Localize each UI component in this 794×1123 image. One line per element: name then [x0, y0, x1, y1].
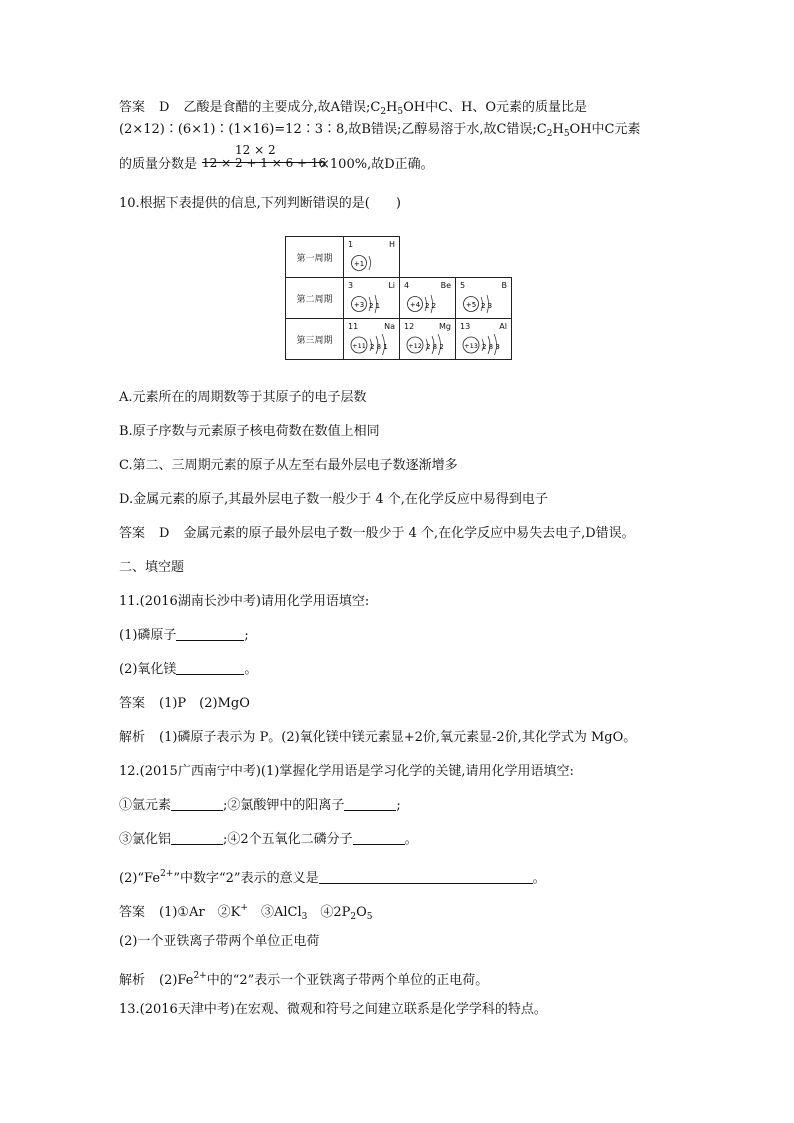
subscript: 5 [366, 912, 373, 922]
answer-blank[interactable] [176, 628, 244, 641]
electron-shells: 2 8 1 [370, 343, 388, 351]
text: ×100%,故D正确。 [319, 157, 434, 172]
nucleus-charge: +1 [353, 260, 365, 268]
answer-blank[interactable] [171, 798, 223, 811]
text: (2×12)∶(6×1)∶(1×16)=12∶3∶8,故B错误;乙醇易溶于水,故C错误;C [119, 122, 547, 137]
analysis-text: (2)Fe [159, 973, 194, 988]
electron-shells: 2 1 [369, 302, 381, 310]
nucleus-charge: +3 [353, 301, 365, 309]
punct: 。 [404, 832, 418, 847]
subscript: 5 [563, 129, 570, 139]
analysis-text: (1)磷原子表示为 P。(2)氧化镁中镁元素显+2价,氧元素显-2价,其化学式为 MgO。 [159, 730, 637, 745]
text: 的质量分数是 [119, 157, 198, 172]
element-symbol: Be [440, 281, 451, 290]
nucleus-charge: +13 [464, 342, 478, 350]
q10-answer [119, 526, 635, 542]
analysis-label: 解析 [119, 730, 146, 745]
nucleus-charge: +12 [408, 342, 422, 350]
q12-analysis [119, 968, 488, 989]
period-label: 第一周期 [286, 237, 344, 278]
section-heading: 二、填空题 [119, 560, 185, 575]
q11-item1 [119, 628, 249, 644]
text: OH中C元素 [569, 122, 641, 137]
empty-cell [456, 237, 512, 278]
item-label: (1)磷原子 [119, 628, 177, 643]
element-cell-b [456, 278, 512, 319]
atom-structure-diagram [350, 251, 400, 273]
superscript: 2+ [160, 869, 174, 879]
element-cell-na [344, 319, 400, 360]
answer-text: ③AlCl [247, 905, 302, 920]
q11-item2 [119, 662, 257, 678]
atomic-number: 3 [348, 281, 354, 290]
option-c: C.第二、三周期元素的原子从左至右最外层电子数逐渐增多 [119, 458, 458, 473]
element-symbol: Na [384, 322, 395, 331]
item-label: ;④2个五氧化二磷分子 [223, 832, 353, 847]
q11-answer [119, 696, 250, 712]
punct: ; [244, 628, 249, 643]
q13-stem: 13.(2016天津中考)在宏观、微观和符号之间建立联系是化学学科的特点。 [119, 1002, 547, 1017]
option-b: B.原子序数与元素原子核电荷数在数值上相同 [119, 424, 380, 439]
period-label: 第三周期 [286, 319, 344, 360]
answer-label: 答案 [119, 100, 146, 115]
periodic-table-excerpt [285, 236, 512, 360]
q12-stem: 12.(2015广西南宁中考)(1)掌握化学用语是学习化学的关键,请用化学用语填空: [119, 764, 574, 779]
q12-part2 [119, 866, 546, 887]
atom-structure-diagram [462, 292, 512, 314]
subscript: 5 [397, 107, 404, 117]
answer-text: 金属元素的原子最外层电子数一般少于 4 个,在化学反应中易失去电子,D错误。 [183, 526, 635, 541]
nucleus-charge: +5 [465, 301, 477, 309]
atom-structure-diagram [406, 292, 456, 314]
item-label: ①氩元素 [119, 798, 172, 813]
q9-answer-line1 [119, 100, 587, 120]
q12-answer [119, 900, 373, 925]
answer-blank[interactable] [319, 871, 533, 884]
fraction-denominator: 12 × 2 + 1 × 6 + 16 [202, 156, 327, 170]
answer-letter: D [159, 100, 170, 115]
answer-text: (1)①Ar ②K [159, 905, 241, 920]
subscript: 2 [546, 129, 553, 139]
atom-structure-diagram [462, 333, 512, 355]
subscript: 2 [380, 107, 387, 117]
q11-stem: 11.(2016湖南长沙中考)请用化学用语填空: [119, 594, 370, 609]
element-cell-be [400, 278, 456, 319]
answer-text: ④2P [307, 905, 351, 920]
subscript: 2 [350, 912, 357, 922]
answer-label: 答案 [119, 526, 146, 541]
electron-shells: 2 8 3 [482, 343, 500, 351]
element-cell-h [344, 237, 400, 278]
electron-shells: 2 8 2 [426, 343, 444, 351]
element-symbol: B [501, 281, 507, 290]
electron-shells: 2 3 [481, 302, 493, 310]
nucleus-charge: +11 [352, 342, 366, 350]
analysis-label: 解析 [119, 973, 146, 988]
text: ”中数字“2”表示的意义是 [173, 871, 319, 886]
atom-structure-diagram [406, 333, 456, 355]
atomic-number: 5 [460, 281, 466, 290]
superscript: 2+ [193, 971, 207, 981]
atomic-number: 13 [460, 322, 471, 331]
item-label: ;②氯酸钾中的阳离子 [223, 798, 345, 813]
item-label: (2)氧化镁 [119, 662, 177, 677]
text: OH中C、H、O元素的质量比是 [403, 100, 588, 115]
punct: 。 [532, 871, 546, 886]
atomic-number: 4 [404, 281, 410, 290]
atom-structure-diagram [350, 333, 400, 355]
answer-blank[interactable] [171, 832, 223, 845]
superscript: + [240, 903, 248, 913]
period-label: 第二周期 [286, 278, 344, 319]
empty-cell [400, 237, 456, 278]
q10-stem: 10.根据下表提供的信息,下列判断错误的是( ) [119, 196, 401, 211]
atomic-number: 1 [348, 240, 354, 249]
text: (2)“Fe [119, 871, 161, 886]
q12-row2 [119, 832, 418, 848]
fraction-numerator: 12 × 2 [235, 143, 276, 157]
text: H [386, 100, 398, 115]
electron-shells: 2 2 [425, 302, 437, 310]
answer-blank[interactable] [344, 798, 396, 811]
answer-blank[interactable] [176, 662, 244, 675]
q11-analysis [119, 730, 636, 746]
q12-answer2: (2)一个亚铁离子带两个单位正电荷 [119, 934, 320, 949]
item-label: ③氯化铝 [119, 832, 172, 847]
answer-label: 答案 [119, 905, 146, 920]
analysis-text: 中的“2”表示一个亚铁离子带两个单位的正电荷。 [206, 973, 489, 988]
text: 乙酸是食醋的主要成分,故A错误;C [183, 100, 381, 115]
text: H [552, 122, 564, 137]
atomic-number: 11 [348, 322, 359, 331]
element-symbol: Al [499, 322, 507, 331]
element-cell-li [344, 278, 400, 319]
answer-text: O [356, 905, 367, 920]
element-symbol: H [388, 240, 395, 249]
answer-text: (1)P (2)MgO [159, 696, 250, 711]
q9-answer-line3 [119, 157, 434, 173]
answer-letter: D [159, 526, 170, 541]
atom-structure-diagram [350, 292, 400, 314]
subscript: 3 [301, 912, 308, 922]
q12-row1 [119, 798, 401, 814]
element-cell-mg [400, 319, 456, 360]
element-symbol: Li [388, 281, 395, 290]
element-symbol: Mg [439, 322, 451, 331]
answer-label: 答案 [119, 696, 146, 711]
element-cell-al [456, 319, 512, 360]
q9-answer-line2 [119, 122, 641, 142]
answer-blank[interactable] [353, 832, 405, 845]
nucleus-charge: +4 [409, 301, 421, 309]
punct: 。 [244, 662, 258, 677]
punct: ; [396, 798, 401, 813]
option-a: A.元素所在的周期数等于其原子的电子层数 [119, 390, 367, 405]
atomic-number: 12 [404, 322, 415, 331]
option-d: D.金属元素的原子,其最外层电子数一般少于 4 个,在化学反应中易得到电子 [119, 492, 548, 507]
